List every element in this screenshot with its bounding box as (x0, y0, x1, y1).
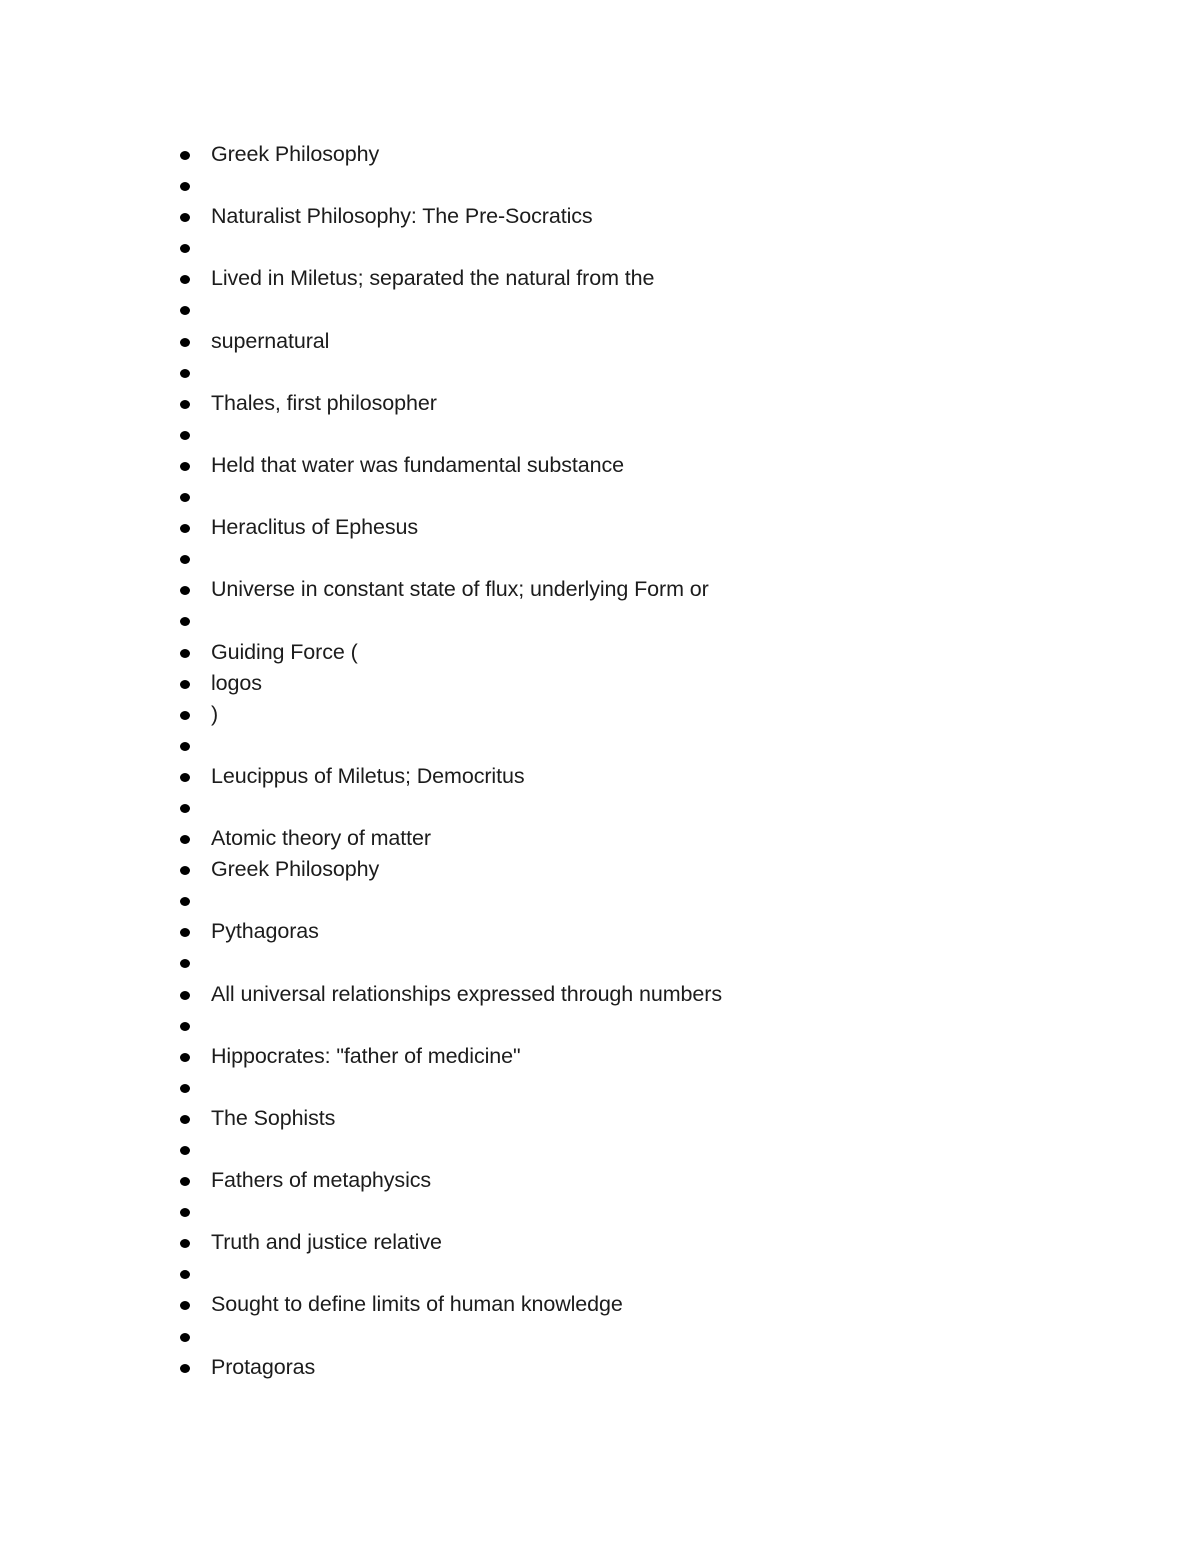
list-item (176, 574, 1076, 605)
bullet-icon (180, 369, 190, 378)
list-item-text: Pythagoras (211, 919, 319, 944)
list-item (176, 357, 1076, 388)
bullet-icon (180, 711, 190, 720)
list-item (176, 699, 1076, 730)
list-item (176, 543, 1076, 574)
list-item-text: Thales, first philosopher (211, 390, 437, 415)
bullet-icon (180, 1115, 190, 1124)
list-item-text: logos (211, 670, 262, 695)
list-item-text: supernatural (211, 328, 330, 353)
list-item (176, 1165, 1076, 1196)
list-item (176, 605, 1076, 636)
list-item-text: Protagoras (211, 1354, 316, 1379)
bullet-icon (180, 649, 190, 658)
list-item (176, 1041, 1076, 1072)
bullet-icon (180, 928, 190, 937)
list-item (176, 294, 1076, 325)
list-item (176, 1258, 1076, 1289)
list-item (176, 326, 1076, 357)
bullet-icon (180, 897, 190, 906)
bullet-icon (180, 1177, 190, 1186)
list-item (176, 916, 1076, 947)
list-item (176, 481, 1076, 512)
list-item (176, 823, 1076, 854)
bullet-icon (180, 617, 190, 626)
list-item (176, 1103, 1076, 1134)
list-item (176, 232, 1076, 263)
list-item (176, 1352, 1076, 1383)
bullet-icon (180, 959, 190, 968)
list-item (176, 1196, 1076, 1227)
list-item (176, 1134, 1076, 1165)
bullet-icon (180, 991, 190, 1000)
list-item (176, 761, 1076, 792)
list-item (176, 450, 1076, 481)
bullet-icon (180, 1146, 190, 1155)
list-item (176, 201, 1076, 232)
list-item (176, 854, 1076, 885)
list-item (176, 947, 1076, 978)
list-item-text: ) (211, 701, 219, 726)
bullet-icon (180, 493, 190, 502)
list-item-text: Lived in Miletus; separated the natural from the (211, 266, 655, 291)
list-item-text: All universal relationships expressed through numbers (211, 981, 722, 1006)
list-item (176, 170, 1076, 201)
list-item (176, 668, 1076, 699)
bullet-icon (180, 1364, 190, 1373)
list-item-text: Naturalist Philosophy: The Pre-Socratics (211, 204, 593, 229)
list-item-text: Fathers of metaphysics (211, 1168, 432, 1193)
list-item-text: Atomic theory of matter (211, 826, 431, 851)
list-item (176, 1072, 1076, 1103)
bullet-list (176, 139, 1076, 1383)
bullet-icon (180, 680, 190, 689)
list-item (176, 512, 1076, 543)
list-item (176, 419, 1076, 450)
list-item-text: Greek Philosophy (211, 142, 380, 166)
list-item (176, 1321, 1076, 1352)
list-item-text: Sought to define limits of human knowledge (211, 1292, 623, 1317)
list-item (176, 885, 1076, 916)
bullet-icon (180, 1053, 190, 1062)
list-item-text: Leucippus of Miletus; Democritus (211, 763, 525, 788)
list-item (176, 730, 1076, 761)
bullet-icon (180, 1270, 190, 1279)
bullet-icon (180, 804, 190, 813)
list-item (176, 979, 1076, 1010)
bullet-icon (180, 586, 190, 595)
bullet-icon (180, 431, 190, 440)
list-item (176, 388, 1076, 419)
list-item (176, 792, 1076, 823)
list-item-text: Heraclitus of Ephesus (211, 515, 419, 540)
list-item-text: The Sophists (211, 1105, 336, 1130)
list-item-text: Truth and justice relative (211, 1230, 442, 1255)
list-item-text: Held that water was fundamental substance (211, 452, 624, 477)
list-item (176, 139, 1076, 170)
bullet-icon (180, 275, 190, 284)
bullet-icon (180, 866, 190, 875)
bullet-icon (180, 244, 190, 253)
bullet-icon (180, 1084, 190, 1093)
list-item (176, 637, 1076, 668)
list-item (176, 1289, 1076, 1320)
list-item (176, 1227, 1076, 1258)
bullet-icon (180, 306, 190, 315)
bullet-icon (180, 462, 190, 471)
list-item-text: Greek Philosophy (211, 857, 380, 882)
list-item (176, 263, 1076, 294)
bullet-icon (180, 182, 190, 191)
list-item-text: Universe in constant state of flux; underlying Form or (211, 577, 709, 602)
list-item-text: Guiding Force ( (211, 639, 358, 664)
bullet-icon (180, 1022, 190, 1031)
bullet-icon (180, 213, 190, 222)
bullet-icon (180, 151, 190, 160)
bullet-icon (180, 1301, 190, 1310)
list-item-text: Hippocrates: "father of medicine" (211, 1043, 521, 1068)
bullet-icon (180, 773, 190, 782)
bullet-icon (180, 1239, 190, 1248)
bullet-icon (180, 524, 190, 533)
bullet-icon (180, 555, 190, 564)
bullet-icon (180, 400, 190, 409)
bullet-icon (180, 338, 190, 347)
bullet-icon (180, 742, 190, 751)
list-item (176, 1010, 1076, 1041)
bullet-icon (180, 1208, 190, 1217)
bullet-icon (180, 1333, 190, 1342)
bullet-icon (180, 835, 190, 844)
